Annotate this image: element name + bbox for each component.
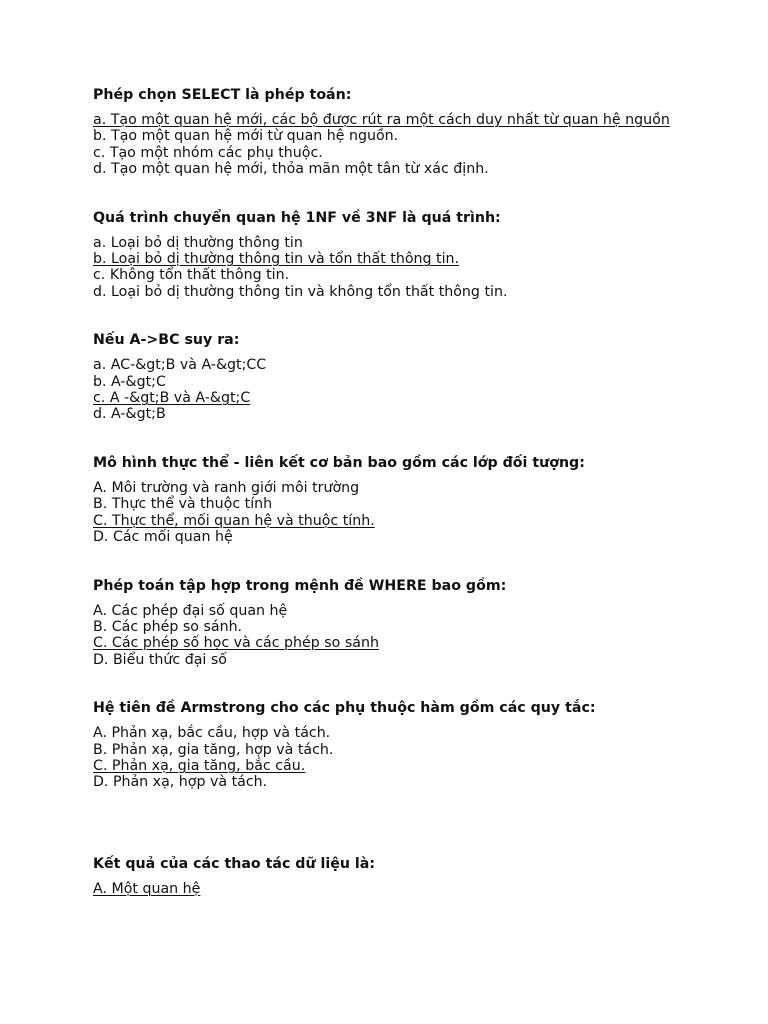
answer-option: D. Biểu thức đại số [93,651,227,668]
question-title: Quá trình chuyển quan hệ 1NF về 3NF là quá trình: [93,209,501,226]
answer-option: D. Phản xạ, hợp và tách. [93,774,268,791]
question-7 [93,855,673,897]
question-5 [93,577,673,669]
question-2 [93,209,673,301]
answer-option-correct: c. A -&gt;B và A-&gt;C [93,390,251,407]
answer-option: d. Loại bỏ dị thường thông tin và không tổn thất thông tin. [93,283,508,300]
answer-option: A. Các phép đại số quan hệ [93,602,288,619]
answer-option: c. Không tổn thất thông tin. [93,267,290,284]
question-title: Nếu A->BC suy ra: [93,332,240,349]
answer-option: D. Các mối quan hệ [93,529,233,546]
question-title: Mô hình thực thể - liên kết cơ bản bao gồm các lớp đối tượng: [93,454,585,471]
answer-option: B. Phản xạ, gia tăng, hợp và tách. [93,741,334,758]
question-3 [93,331,673,423]
answer-option-correct: A. Một quan hệ [93,880,201,897]
answer-option: d. Tạo một quan hệ mới, thỏa mãn một tân từ xác định. [93,161,489,178]
answer-option: a. AC-&gt;B và A-&gt;CC [93,357,267,374]
answer-option-correct: C. Phản xạ, gia tăng, bắc cầu. [93,757,306,774]
question-title: Hệ tiên đề Armstrong cho các phụ thuộc hàm gồm các quy tắc: [93,700,596,717]
answer-option-correct: C. Các phép số học và các phép so sánh [93,635,379,652]
question-4 [93,454,673,546]
answer-option: A. Phản xạ, bắc cầu, hợp và tách. [93,725,331,742]
question-title: Phép toán tập hợp trong mệnh đề WHERE bao gồm: [93,577,507,594]
question-1 [93,86,673,178]
document-page [93,86,673,928]
answer-option-correct: a. Tạo một quan hệ mới, các bộ được rút ra một cách duy nhất từ quan hệ nguồn [93,112,670,128]
answer-option: A. Môi trường và ranh giới môi trường [93,479,360,496]
question-6 [93,699,673,791]
question-title: Kết quả của các thao tác dữ liệu là: [93,855,376,872]
answer-option: c. Tạo một nhóm các phụ thuộc. [93,144,323,161]
answer-option: b. Tạo một quan hệ mới từ quan hệ nguồn. [93,128,399,145]
answer-option: B. Thực thể và thuộc tính [93,496,273,513]
question-title: Phép chọn SELECT là phép toán: [93,87,352,103]
answer-option: d. A-&gt;B [93,406,166,423]
answer-option: b. A-&gt;C [93,373,166,390]
answer-option: B. Các phép so sánh. [93,618,243,635]
answer-option: a. Loại bỏ dị thường thông tin [93,234,303,251]
answer-option-correct: b. Loại bỏ dị thường thông tin và tổn thất thông tin. [93,251,460,268]
answer-option-correct: C. Thực thể, mối quan hệ và thuộc tính. [93,512,375,529]
